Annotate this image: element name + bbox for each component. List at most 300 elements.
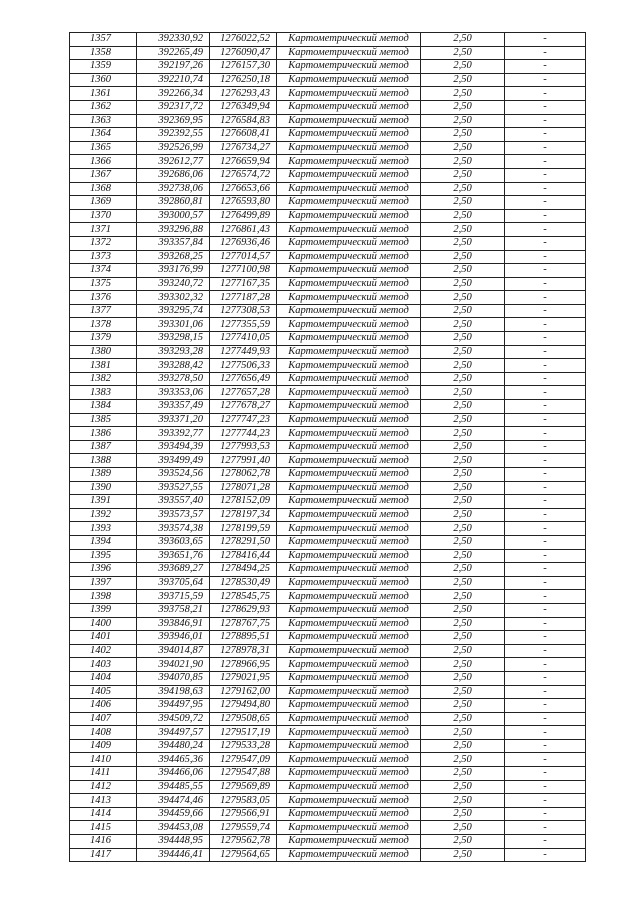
accuracy-cell: 2,50 [421, 753, 505, 767]
accuracy-cell: 2,50 [421, 155, 505, 169]
y-coordinate-cell: 1279494,80 [210, 699, 277, 713]
point-number-cell: 1360 [70, 73, 137, 87]
method-cell: Картометрический метод [277, 780, 421, 794]
note-cell: - [505, 644, 586, 658]
method-cell: Картометрический метод [277, 114, 421, 128]
note-cell: - [505, 440, 586, 454]
x-coordinate-cell: 394070,85 [137, 671, 210, 685]
y-coordinate-cell: 1278895,51 [210, 631, 277, 645]
table-row [70, 671, 586, 685]
accuracy-cell: 2,50 [421, 345, 505, 359]
y-coordinate-cell: 1279162,00 [210, 685, 277, 699]
y-coordinate-cell: 1279508,65 [210, 712, 277, 726]
table-row [70, 155, 586, 169]
y-coordinate-cell: 1277678,27 [210, 400, 277, 414]
x-coordinate-cell: 393758,21 [137, 603, 210, 617]
point-number-cell: 1363 [70, 114, 137, 128]
y-coordinate-cell: 1279559,74 [210, 821, 277, 835]
table-row [70, 128, 586, 142]
x-coordinate-cell: 392266,34 [137, 87, 210, 101]
method-cell: Картометрический метод [277, 209, 421, 223]
method-cell: Картометрический метод [277, 535, 421, 549]
note-cell: - [505, 264, 586, 278]
x-coordinate-cell: 393293,28 [137, 345, 210, 359]
method-cell: Картометрический метод [277, 427, 421, 441]
note-cell: - [505, 549, 586, 563]
table-row [70, 468, 586, 482]
note-cell: - [505, 345, 586, 359]
accuracy-cell: 2,50 [421, 114, 505, 128]
point-number-cell: 1372 [70, 236, 137, 250]
y-coordinate-cell: 1279566,91 [210, 807, 277, 821]
table-row [70, 699, 586, 713]
method-cell: Картометрический метод [277, 46, 421, 60]
x-coordinate-cell: 393371,20 [137, 413, 210, 427]
point-number-cell: 1374 [70, 264, 137, 278]
accuracy-cell: 2,50 [421, 87, 505, 101]
table-row [70, 332, 586, 346]
x-coordinate-cell: 393268,25 [137, 250, 210, 264]
point-number-cell: 1375 [70, 277, 137, 291]
accuracy-cell: 2,50 [421, 712, 505, 726]
note-cell: - [505, 114, 586, 128]
note-cell: - [505, 141, 586, 155]
y-coordinate-cell: 1277991,40 [210, 454, 277, 468]
note-cell: - [505, 73, 586, 87]
y-coordinate-cell: 1278530,49 [210, 576, 277, 590]
accuracy-cell: 2,50 [421, 400, 505, 414]
point-number-cell: 1393 [70, 522, 137, 536]
method-cell: Картометрический метод [277, 60, 421, 74]
point-number-cell: 1362 [70, 100, 137, 114]
accuracy-cell: 2,50 [421, 386, 505, 400]
point-number-cell: 1405 [70, 685, 137, 699]
table-row [70, 821, 586, 835]
table-row [70, 658, 586, 672]
accuracy-cell: 2,50 [421, 304, 505, 318]
table-row [70, 196, 586, 210]
method-cell: Картометрический метод [277, 767, 421, 781]
method-cell: Картометрический метод [277, 739, 421, 753]
method-cell: Картометрический метод [277, 603, 421, 617]
note-cell: - [505, 603, 586, 617]
point-number-cell: 1403 [70, 658, 137, 672]
point-number-cell: 1409 [70, 739, 137, 753]
y-coordinate-cell: 1277656,49 [210, 372, 277, 386]
y-coordinate-cell: 1278494,25 [210, 563, 277, 577]
method-cell: Картометрический метод [277, 712, 421, 726]
x-coordinate-cell: 393392,77 [137, 427, 210, 441]
method-cell: Картометрический метод [277, 481, 421, 495]
note-cell: - [505, 250, 586, 264]
point-number-cell: 1358 [70, 46, 137, 60]
accuracy-cell: 2,50 [421, 495, 505, 509]
point-number-cell: 1377 [70, 304, 137, 318]
point-number-cell: 1373 [70, 250, 137, 264]
x-coordinate-cell: 392526,99 [137, 141, 210, 155]
table-row [70, 726, 586, 740]
note-cell: - [505, 685, 586, 699]
method-cell: Картометрический метод [277, 87, 421, 101]
table-row [70, 386, 586, 400]
table-row [70, 440, 586, 454]
accuracy-cell: 2,50 [421, 332, 505, 346]
y-coordinate-cell: 1277355,59 [210, 318, 277, 332]
table-row [70, 549, 586, 563]
table-row [70, 168, 586, 182]
y-coordinate-cell: 1279021,95 [210, 671, 277, 685]
point-number-cell: 1386 [70, 427, 137, 441]
point-number-cell: 1388 [70, 454, 137, 468]
accuracy-cell: 2,50 [421, 685, 505, 699]
point-number-cell: 1385 [70, 413, 137, 427]
method-cell: Картометрический метод [277, 726, 421, 740]
x-coordinate-cell: 393499,49 [137, 454, 210, 468]
note-cell: - [505, 386, 586, 400]
point-number-cell: 1400 [70, 617, 137, 631]
y-coordinate-cell: 1278152,09 [210, 495, 277, 509]
method-cell: Картометрический метод [277, 155, 421, 169]
y-coordinate-cell: 1277657,28 [210, 386, 277, 400]
point-number-cell: 1399 [70, 603, 137, 617]
accuracy-cell: 2,50 [421, 182, 505, 196]
y-coordinate-cell: 1278416,44 [210, 549, 277, 563]
accuracy-cell: 2,50 [421, 821, 505, 835]
note-cell: - [505, 372, 586, 386]
point-number-cell: 1378 [70, 318, 137, 332]
x-coordinate-cell: 394014,87 [137, 644, 210, 658]
accuracy-cell: 2,50 [421, 413, 505, 427]
accuracy-cell: 2,50 [421, 739, 505, 753]
x-coordinate-cell: 393689,27 [137, 563, 210, 577]
x-coordinate-cell: 392392,55 [137, 128, 210, 142]
point-number-cell: 1408 [70, 726, 137, 740]
table-row [70, 712, 586, 726]
x-coordinate-cell: 394448,95 [137, 835, 210, 849]
table-row [70, 223, 586, 237]
note-cell: - [505, 304, 586, 318]
y-coordinate-cell: 1278197,34 [210, 508, 277, 522]
note-cell: - [505, 590, 586, 604]
y-coordinate-cell: 1278767,75 [210, 617, 277, 631]
x-coordinate-cell: 392738,06 [137, 182, 210, 196]
y-coordinate-cell: 1279547,09 [210, 753, 277, 767]
x-coordinate-cell: 393176,99 [137, 264, 210, 278]
accuracy-cell: 2,50 [421, 617, 505, 631]
accuracy-cell: 2,50 [421, 522, 505, 536]
x-coordinate-cell: 393651,76 [137, 549, 210, 563]
y-coordinate-cell: 1276022,52 [210, 33, 277, 47]
x-coordinate-cell: 392210,74 [137, 73, 210, 87]
table-row [70, 100, 586, 114]
note-cell: - [505, 739, 586, 753]
method-cell: Картометрический метод [277, 33, 421, 47]
note-cell: - [505, 168, 586, 182]
method-cell: Картометрический метод [277, 345, 421, 359]
note-cell: - [505, 332, 586, 346]
x-coordinate-cell: 394465,36 [137, 753, 210, 767]
accuracy-cell: 2,50 [421, 563, 505, 577]
method-cell: Картометрический метод [277, 386, 421, 400]
note-cell: - [505, 155, 586, 169]
x-coordinate-cell: 393573,57 [137, 508, 210, 522]
point-number-cell: 1381 [70, 359, 137, 373]
table-row [70, 767, 586, 781]
note-cell: - [505, 522, 586, 536]
accuracy-cell: 2,50 [421, 658, 505, 672]
table-row [70, 304, 586, 318]
y-coordinate-cell: 1276734,27 [210, 141, 277, 155]
method-cell: Картометрический метод [277, 576, 421, 590]
x-coordinate-cell: 393296,88 [137, 223, 210, 237]
accuracy-cell: 2,50 [421, 454, 505, 468]
note-cell: - [505, 794, 586, 808]
point-number-cell: 1382 [70, 372, 137, 386]
y-coordinate-cell: 1276653,66 [210, 182, 277, 196]
point-number-cell: 1412 [70, 780, 137, 794]
method-cell: Картометрический метод [277, 522, 421, 536]
point-number-cell: 1394 [70, 535, 137, 549]
note-cell: - [505, 223, 586, 237]
point-number-cell: 1383 [70, 386, 137, 400]
accuracy-cell: 2,50 [421, 671, 505, 685]
note-cell: - [505, 481, 586, 495]
table-row [70, 495, 586, 509]
note-cell: - [505, 767, 586, 781]
method-cell: Картометрический метод [277, 454, 421, 468]
y-coordinate-cell: 1277747,23 [210, 413, 277, 427]
accuracy-cell: 2,50 [421, 277, 505, 291]
point-number-cell: 1359 [70, 60, 137, 74]
table-row [70, 291, 586, 305]
method-cell: Картометрический метод [277, 277, 421, 291]
table-row [70, 576, 586, 590]
y-coordinate-cell: 1276349,94 [210, 100, 277, 114]
accuracy-cell: 2,50 [421, 794, 505, 808]
note-cell: - [505, 33, 586, 47]
y-coordinate-cell: 1276593,80 [210, 196, 277, 210]
note-cell: - [505, 576, 586, 590]
accuracy-cell: 2,50 [421, 250, 505, 264]
y-coordinate-cell: 1277449,93 [210, 345, 277, 359]
table-row [70, 427, 586, 441]
point-number-cell: 1398 [70, 590, 137, 604]
note-cell: - [505, 291, 586, 305]
y-coordinate-cell: 1278966,95 [210, 658, 277, 672]
point-number-cell: 1391 [70, 495, 137, 509]
note-cell: - [505, 631, 586, 645]
x-coordinate-cell: 394459,66 [137, 807, 210, 821]
method-cell: Картометрический метод [277, 440, 421, 454]
point-number-cell: 1417 [70, 848, 137, 862]
point-number-cell: 1379 [70, 332, 137, 346]
x-coordinate-cell: 394497,57 [137, 726, 210, 740]
method-cell: Картометрический метод [277, 250, 421, 264]
table-row [70, 87, 586, 101]
accuracy-cell: 2,50 [421, 767, 505, 781]
y-coordinate-cell: 1279569,89 [210, 780, 277, 794]
note-cell: - [505, 712, 586, 726]
x-coordinate-cell: 393301,06 [137, 318, 210, 332]
method-cell: Картометрический метод [277, 168, 421, 182]
point-number-cell: 1413 [70, 794, 137, 808]
y-coordinate-cell: 1277744,23 [210, 427, 277, 441]
y-coordinate-cell: 1278062,78 [210, 468, 277, 482]
y-coordinate-cell: 1277014,57 [210, 250, 277, 264]
note-cell: - [505, 128, 586, 142]
note-cell: - [505, 563, 586, 577]
method-cell: Картометрический метод [277, 264, 421, 278]
method-cell: Картометрический метод [277, 236, 421, 250]
note-cell: - [505, 535, 586, 549]
x-coordinate-cell: 393000,57 [137, 209, 210, 223]
point-number-cell: 1367 [70, 168, 137, 182]
point-number-cell: 1395 [70, 549, 137, 563]
x-coordinate-cell: 394474,46 [137, 794, 210, 808]
point-number-cell: 1376 [70, 291, 137, 305]
method-cell: Картометрический метод [277, 508, 421, 522]
note-cell: - [505, 726, 586, 740]
x-coordinate-cell: 393357,84 [137, 236, 210, 250]
y-coordinate-cell: 1277100,98 [210, 264, 277, 278]
table-row [70, 250, 586, 264]
note-cell: - [505, 400, 586, 414]
y-coordinate-cell: 1276936,46 [210, 236, 277, 250]
method-cell: Картометрический метод [277, 821, 421, 835]
table-row [70, 345, 586, 359]
x-coordinate-cell: 392330,92 [137, 33, 210, 47]
point-number-cell: 1384 [70, 400, 137, 414]
x-coordinate-cell: 393715,59 [137, 590, 210, 604]
method-cell: Картометрический метод [277, 495, 421, 509]
table-row [70, 739, 586, 753]
table-row [70, 33, 586, 47]
accuracy-cell: 2,50 [421, 835, 505, 849]
x-coordinate-cell: 393557,40 [137, 495, 210, 509]
accuracy-cell: 2,50 [421, 372, 505, 386]
x-coordinate-cell: 392860,81 [137, 196, 210, 210]
point-number-cell: 1390 [70, 481, 137, 495]
accuracy-cell: 2,50 [421, 73, 505, 87]
note-cell: - [505, 848, 586, 862]
x-coordinate-cell: 394466,06 [137, 767, 210, 781]
x-coordinate-cell: 392197,26 [137, 60, 210, 74]
point-number-cell: 1368 [70, 182, 137, 196]
accuracy-cell: 2,50 [421, 223, 505, 237]
accuracy-cell: 2,50 [421, 33, 505, 47]
table-row [70, 563, 586, 577]
table-row [70, 413, 586, 427]
accuracy-cell: 2,50 [421, 128, 505, 142]
y-coordinate-cell: 1277167,35 [210, 277, 277, 291]
y-coordinate-cell: 1276861,43 [210, 223, 277, 237]
point-number-cell: 1396 [70, 563, 137, 577]
note-cell: - [505, 413, 586, 427]
note-cell: - [505, 508, 586, 522]
method-cell: Картометрический метод [277, 835, 421, 849]
x-coordinate-cell: 393278,50 [137, 372, 210, 386]
x-coordinate-cell: 392612,77 [137, 155, 210, 169]
method-cell: Картометрический метод [277, 400, 421, 414]
table-row [70, 372, 586, 386]
accuracy-cell: 2,50 [421, 196, 505, 210]
method-cell: Картометрический метод [277, 318, 421, 332]
note-cell: - [505, 495, 586, 509]
accuracy-cell: 2,50 [421, 644, 505, 658]
x-coordinate-cell: 393574,38 [137, 522, 210, 536]
accuracy-cell: 2,50 [421, 359, 505, 373]
method-cell: Картометрический метод [277, 332, 421, 346]
accuracy-cell: 2,50 [421, 807, 505, 821]
table-row [70, 46, 586, 60]
accuracy-cell: 2,50 [421, 141, 505, 155]
table-row [70, 644, 586, 658]
method-cell: Картометрический метод [277, 304, 421, 318]
table-row [70, 264, 586, 278]
y-coordinate-cell: 1276608,41 [210, 128, 277, 142]
table-row [70, 454, 586, 468]
accuracy-cell: 2,50 [421, 549, 505, 563]
x-coordinate-cell: 393946,01 [137, 631, 210, 645]
table-row [70, 481, 586, 495]
method-cell: Картометрический метод [277, 100, 421, 114]
table-row [70, 359, 586, 373]
y-coordinate-cell: 1279583,05 [210, 794, 277, 808]
x-coordinate-cell: 394509,72 [137, 712, 210, 726]
point-number-cell: 1389 [70, 468, 137, 482]
accuracy-cell: 2,50 [421, 236, 505, 250]
method-cell: Картометрический метод [277, 549, 421, 563]
coordinates-table [69, 32, 586, 862]
note-cell: - [505, 359, 586, 373]
y-coordinate-cell: 1276090,47 [210, 46, 277, 60]
accuracy-cell: 2,50 [421, 726, 505, 740]
accuracy-cell: 2,50 [421, 100, 505, 114]
method-cell: Картометрический метод [277, 223, 421, 237]
method-cell: Картометрический метод [277, 73, 421, 87]
table-row [70, 400, 586, 414]
note-cell: - [505, 821, 586, 835]
note-cell: - [505, 60, 586, 74]
method-cell: Картометрический метод [277, 671, 421, 685]
point-number-cell: 1380 [70, 345, 137, 359]
table-row [70, 794, 586, 808]
x-coordinate-cell: 394021,90 [137, 658, 210, 672]
point-number-cell: 1392 [70, 508, 137, 522]
y-coordinate-cell: 1279533,28 [210, 739, 277, 753]
method-cell: Картометрический метод [277, 807, 421, 821]
method-cell: Картометрический метод [277, 753, 421, 767]
point-number-cell: 1410 [70, 753, 137, 767]
table-row [70, 617, 586, 631]
note-cell: - [505, 277, 586, 291]
point-number-cell: 1414 [70, 807, 137, 821]
note-cell: - [505, 236, 586, 250]
method-cell: Картометрический метод [277, 590, 421, 604]
accuracy-cell: 2,50 [421, 209, 505, 223]
table-row [70, 835, 586, 849]
table-row [70, 522, 586, 536]
y-coordinate-cell: 1277410,05 [210, 332, 277, 346]
y-coordinate-cell: 1278629,93 [210, 603, 277, 617]
method-cell: Картометрический метод [277, 141, 421, 155]
note-cell: - [505, 617, 586, 631]
table-row [70, 780, 586, 794]
table-row [70, 114, 586, 128]
x-coordinate-cell: 393353,06 [137, 386, 210, 400]
x-coordinate-cell: 393240,72 [137, 277, 210, 291]
x-coordinate-cell: 394480,24 [137, 739, 210, 753]
